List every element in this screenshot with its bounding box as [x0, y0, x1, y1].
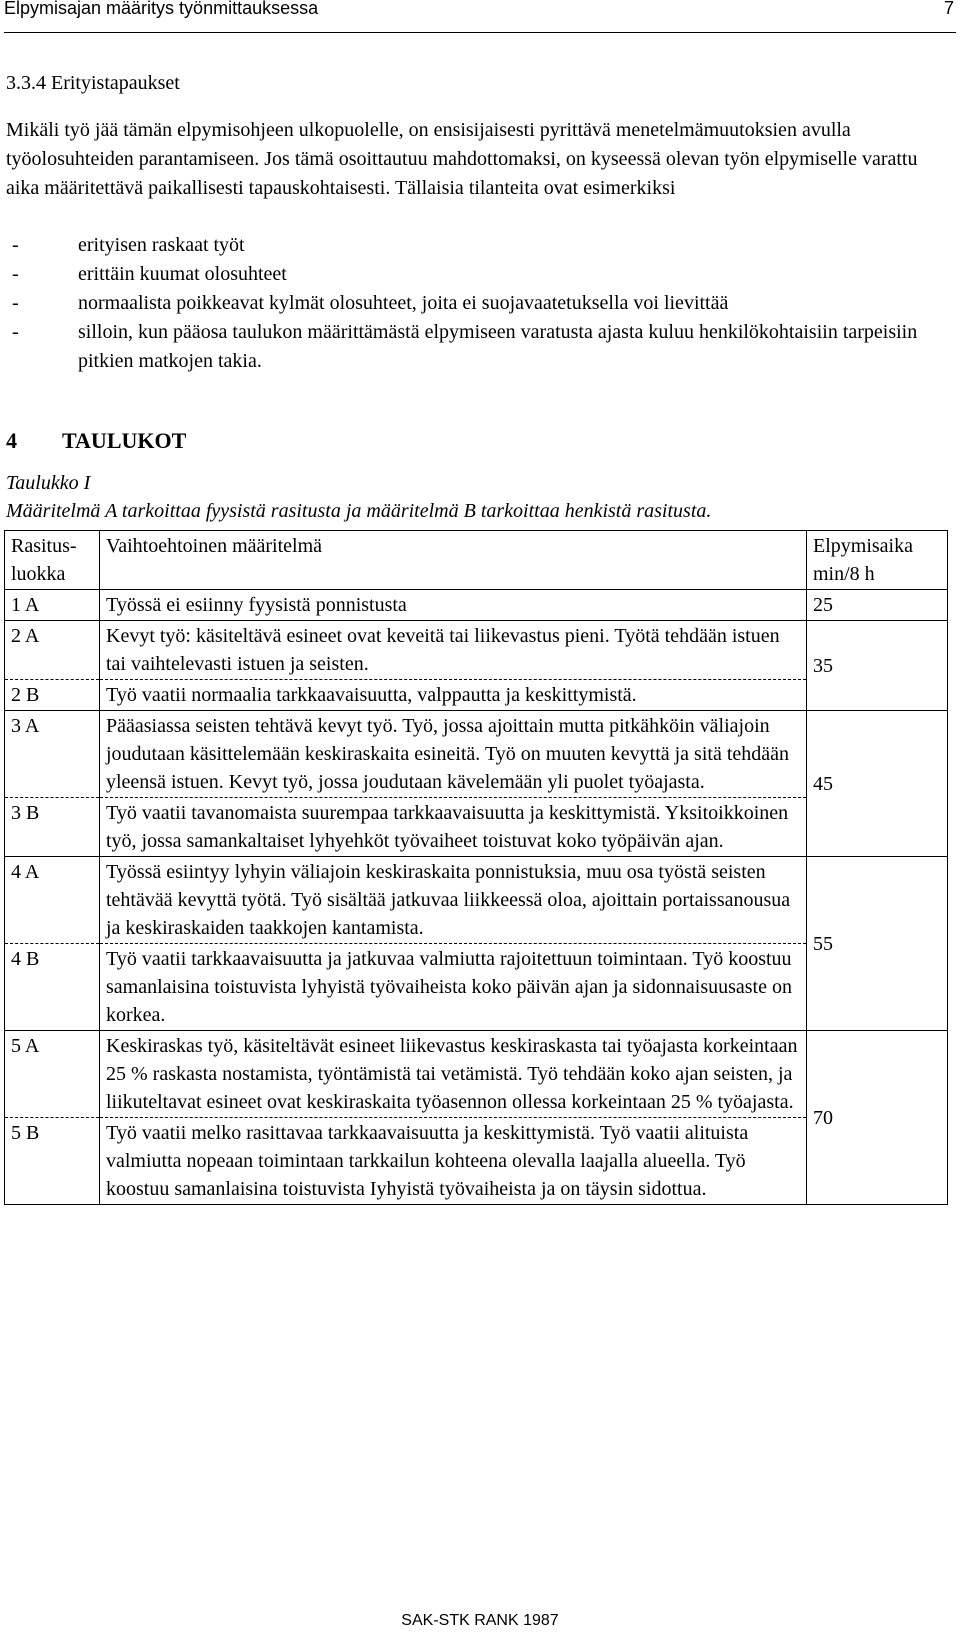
time-cell: 55	[807, 857, 948, 1031]
table-row	[5, 1031, 948, 1118]
table-row	[5, 1118, 948, 1205]
table-subtitle: Määritelmä A tarkoittaa fyysistä rasitusta ja määritelmä B tarkoittaa henkistä rasitusta.	[6, 500, 712, 522]
recovery-time-table	[4, 530, 948, 1205]
table-row	[5, 590, 948, 621]
class-cell: 2 A	[5, 621, 100, 680]
table-row	[5, 944, 948, 1031]
list-item: - normaalista poikkeavat kylmät olosuhteet, joita ei suojavaatetuksella voi lievittää	[6, 289, 946, 318]
class-cell: 4 A	[5, 857, 100, 944]
header-title: Elpymisajan määritys työnmittauksessa	[4, 0, 319, 18]
definition-cell: Työ vaatii tarkkaavaisuutta ja jatkuvaa valmiutta rajoitettuun toimintaan. Työ koostuu samanlaisina toistuvista lyhyistä työvaiheista koko päivän ajan ja sidonnaisuusaste on korkea.	[100, 944, 807, 1031]
page-number: 7	[943, 0, 954, 18]
page-footer: SAK-STK RANK 1987	[401, 1612, 559, 1629]
chapter-heading	[6, 428, 186, 454]
list-item: - erittäin kuumat olosuhteet	[6, 260, 946, 289]
table-row	[5, 621, 948, 680]
class-cell: 1 A	[5, 590, 100, 621]
table-row	[5, 798, 948, 857]
definition-cell: Työssä ei esiinny fyysistä ponnistusta	[100, 590, 807, 621]
class-cell: 5 A	[5, 1031, 100, 1118]
class-cell: 3 B	[5, 798, 100, 857]
page-header	[4, 0, 954, 28]
section-paragraph: Mikäli työ jää tämän elpymisohjeen ulkopuolelle, on ensisijaisesti pyrittävä menetelmämuutoksien avulla työolosuhteiden parantamiseen. Jos tämä osoittautuu mahdottomaksi, on kyseessä olevan työn elpymiselle varattu aika määritettävä paikallisesti tapauskohtaisesti. Tällaisia tilanteita ovat esimerkiksi	[6, 119, 918, 199]
header-definition: Vaihtoehtoinen määritelmä	[100, 531, 807, 590]
definition-cell: Kevyt työ: käsiteltävä esineet ovat keveitä tai liikevastus pieni. Työtä tehdään istuen tai vaihtelevasti istuen ja seisten.	[100, 621, 807, 680]
definition-cell: Pääasiassa seisten tehtävä kevyt työ. Työ, jossa ajoittain mutta pitkähköin väliajoin joudutaan käsittelemään keskiraskaita esineitä. Työ on muuten kevyttä ja sitä tehdään yleensä istuen. Kevyt työ, jossa joudutaan kävelemään yli puolet työajasta.	[100, 711, 807, 798]
list-item: - silloin, kun pääosa taulukon määrittämästä elpymiseen varatusta ajasta kuluu henkilökohtaisiin tarpeisiin pitkien matkojen takia.	[6, 318, 946, 376]
header-time: Elpymisaika min/8 h	[807, 531, 948, 590]
table-row	[5, 711, 948, 798]
list-marker: -	[12, 292, 19, 314]
list-marker: -	[12, 321, 19, 343]
special-cases-list	[6, 231, 946, 376]
time-cell: 35	[807, 621, 948, 711]
list-marker: -	[12, 234, 19, 256]
chapter-number: 4	[6, 428, 17, 453]
header-class: Rasitus- luokka	[5, 531, 100, 590]
table-title: Taulukko I	[6, 472, 91, 494]
definition-cell: Keskiraskas työ, käsiteltävät esineet liikevastus keskiraskasta tai työajasta korkeintaan 25 % raskasta nostamista, työntämistä tai vetämistä. Työ tehdään koko ajan seisten, ja liikuteltavat esineet ovat keskiraskaita työasennon ollessa korkeintaan 25 % työajasta.	[100, 1031, 807, 1118]
definition-cell: Työssä esiintyy lyhyin väliajoin keskiraskaita ponnistuksia, muu osa työstä seisten tehtävää kevyttä työtä. Työ sisältää jatkuvaa liikkeessä oloa, ajoittain portaissanousua ja keskiraskaiden taakkojen kantamista.	[100, 857, 807, 944]
definition-cell: Työ vaatii melko rasittavaa tarkkaavaisuutta ja keskittymistä. Työ vaatii alituista valmiutta nopeaan toimintaan tarkkailun kohteena olevalla laajalla alueella. Työ koostuu samanlaisina toistuvista Iyhyistä työvaiheista ja on täysin sidottua.	[100, 1118, 807, 1205]
definition-cell: Työ vaatii tavanomaista suurempaa tarkkaavaisuutta ja keskittymistä. Yksitoikkoinen työ, jossa samankaltaiset lyhyehköt työvaiheet toistuvat koko työpäivän ajan.	[100, 798, 807, 857]
class-cell: 3 A	[5, 711, 100, 798]
table-header-row	[5, 531, 948, 590]
class-cell: 4 B	[5, 944, 100, 1031]
class-cell: 2 B	[5, 680, 100, 711]
header-rule	[4, 32, 956, 33]
section-heading: 3.3.4 Erityistapaukset	[6, 72, 180, 94]
list-item: - erityisen raskaat työt	[6, 231, 946, 260]
time-cell: 70	[807, 1031, 948, 1205]
time-cell: 45	[807, 711, 948, 857]
list-marker: -	[12, 263, 19, 285]
chapter-title: TAULUKOT	[62, 428, 187, 453]
table-row	[5, 680, 948, 711]
table-row	[5, 857, 948, 944]
class-cell: 5 B	[5, 1118, 100, 1205]
time-cell: 25	[807, 590, 948, 621]
definition-cell: Työ vaatii normaalia tarkkaavaisuutta, valppautta ja keskittymistä.	[100, 680, 807, 711]
